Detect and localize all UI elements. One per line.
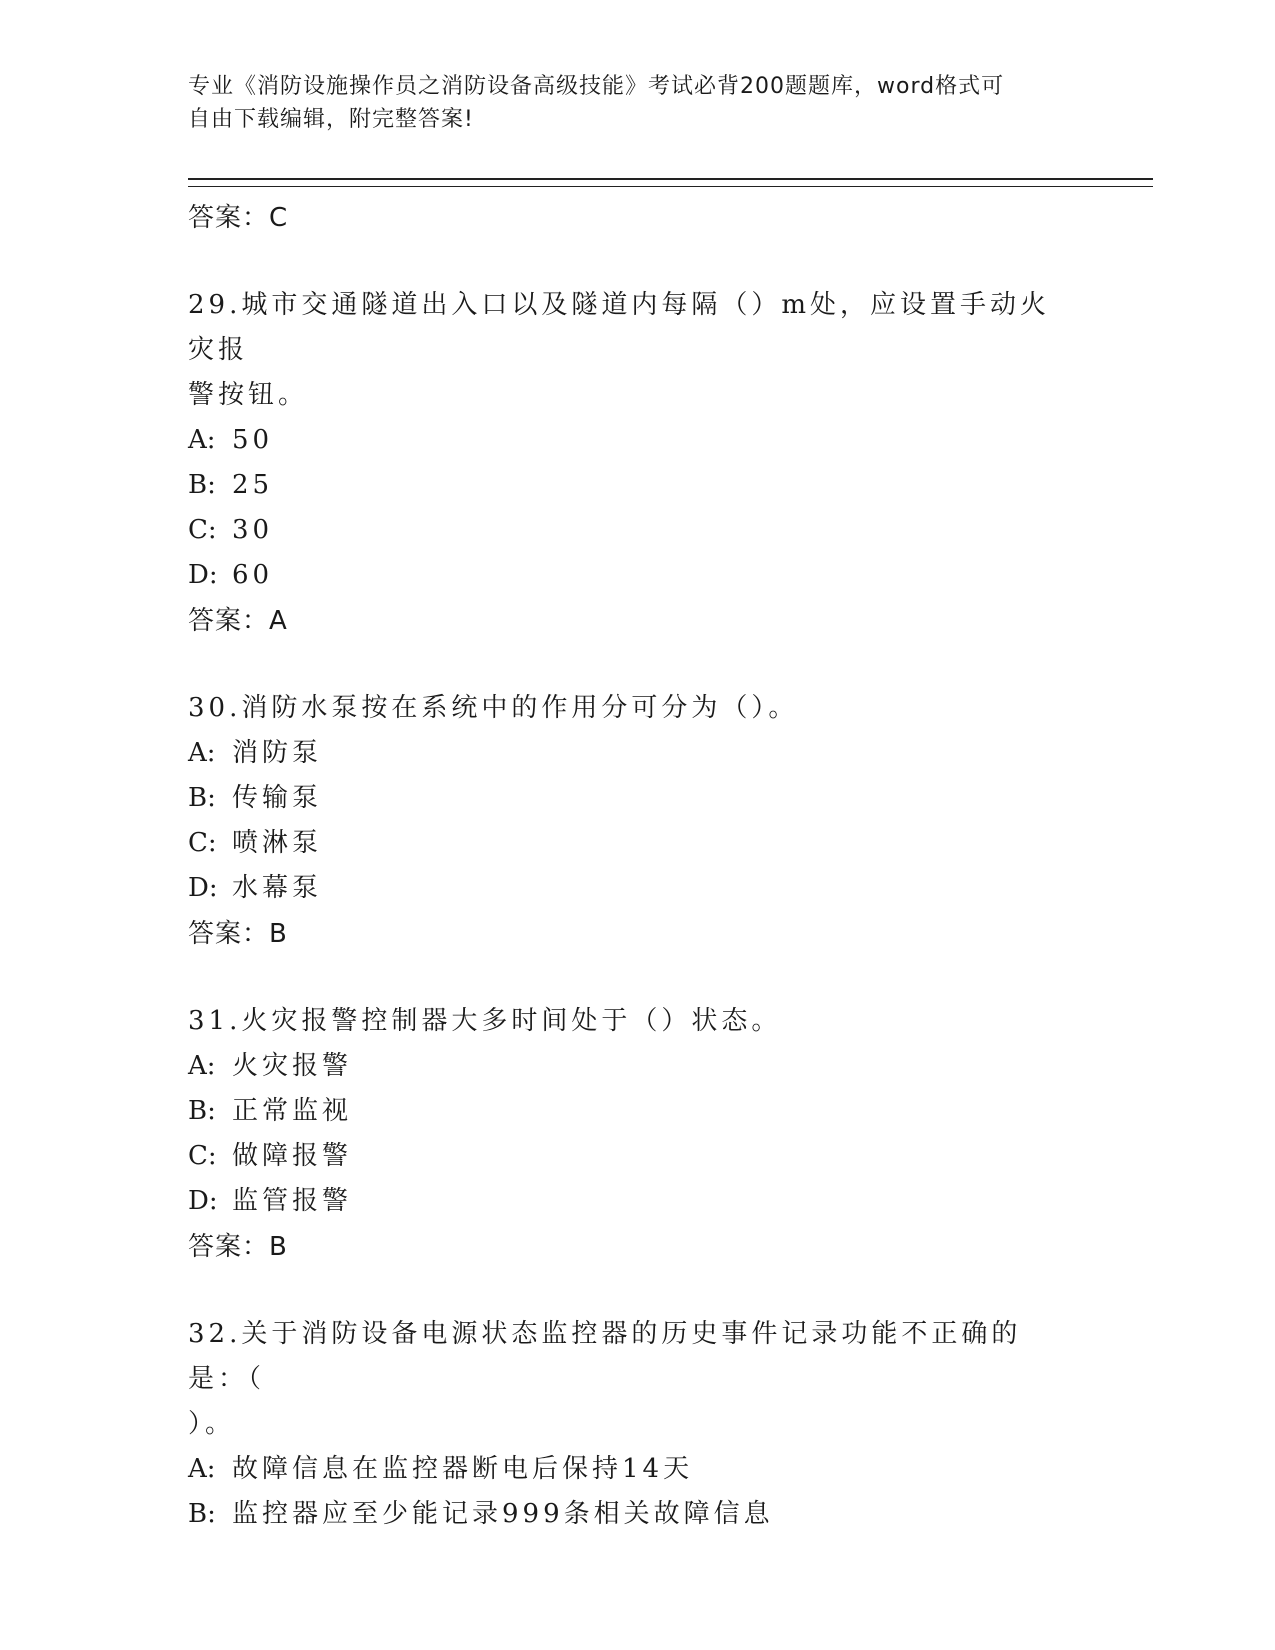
question-text	[188, 1312, 1068, 1447]
answer-line: 答案：A	[188, 606, 288, 636]
option-d	[188, 866, 1153, 911]
header-line-2: 自由下载编辑，附完整答案!	[188, 107, 474, 132]
option-d	[188, 553, 1153, 598]
answer-line: 答案：C	[188, 203, 289, 233]
option-value: 水幕泵	[232, 873, 323, 903]
question-31	[188, 999, 1153, 1270]
header-divider	[188, 178, 1153, 187]
document-page	[188, 70, 1153, 1537]
option-c	[188, 508, 1153, 553]
question-32	[188, 1312, 1153, 1537]
option-value: 60	[232, 560, 274, 590]
option-key: D:	[188, 873, 218, 903]
option-value: 做障报警	[232, 1141, 353, 1171]
document-header	[188, 70, 1068, 136]
option-value: 火灾报警	[232, 1051, 353, 1081]
option-c	[188, 1134, 1153, 1179]
option-key: A:	[188, 425, 216, 455]
option-value: 消防泵	[232, 738, 323, 768]
option-key: A:	[188, 738, 216, 768]
option-key: B:	[188, 1096, 216, 1126]
option-key: C:	[188, 515, 217, 545]
option-value: 监控器应至少能记录999条相关故障信息	[232, 1499, 774, 1529]
question-text-line: 32.关于消防设备电源状态监控器的历史事件记录功能不正确的是：（	[188, 1319, 1022, 1394]
option-value: 30	[232, 515, 274, 545]
option-a	[188, 1044, 1153, 1089]
question-text-line: ）。	[188, 1409, 236, 1439]
option-key: D:	[188, 1186, 218, 1216]
option-key: C:	[188, 828, 217, 858]
question-text-line: 31.火灾报警控制器大多时间处于（）状态。	[188, 1006, 782, 1036]
option-b	[188, 463, 1153, 508]
option-d	[188, 1179, 1153, 1224]
question-30	[188, 686, 1153, 957]
option-value: 监管报警	[232, 1186, 353, 1216]
option-key: A:	[188, 1454, 216, 1484]
question-text-line: 30.消防水泵按在系统中的作用分可分为（）。	[188, 693, 799, 723]
answer-line: 答案：B	[188, 919, 288, 949]
question-text	[188, 999, 1068, 1044]
option-value: 喷淋泵	[232, 828, 323, 858]
option-key: B:	[188, 470, 216, 500]
option-b	[188, 1492, 1153, 1537]
option-b	[188, 1089, 1153, 1134]
question-text	[188, 283, 1068, 418]
option-b	[188, 776, 1153, 821]
answer-line: 答案：B	[188, 1232, 288, 1262]
option-key: D:	[188, 560, 218, 590]
option-key: B:	[188, 783, 216, 813]
header-line-1: 专业《消防设施操作员之消防设备高级技能》考试必背200题题库，word格式可	[188, 74, 1005, 99]
option-a	[188, 731, 1153, 776]
option-value: 50	[232, 425, 274, 455]
option-value: 25	[232, 470, 274, 500]
question-text-line: 警按钮。	[188, 380, 309, 410]
question-text	[188, 686, 1068, 731]
option-a	[188, 418, 1153, 463]
option-key: B:	[188, 1499, 216, 1529]
option-value: 正常监视	[232, 1096, 353, 1126]
option-key: A:	[188, 1051, 216, 1081]
option-value: 传输泵	[232, 783, 323, 813]
option-value: 故障信息在监控器断电后保持14天	[232, 1454, 694, 1484]
option-key: C:	[188, 1141, 217, 1171]
option-a	[188, 1447, 1153, 1492]
question-text-line: 29.城市交通隧道出入口以及隧道内每隔（）m处，应设置手动火灾报	[188, 290, 1051, 365]
question-29	[188, 283, 1153, 644]
option-c	[188, 821, 1153, 866]
